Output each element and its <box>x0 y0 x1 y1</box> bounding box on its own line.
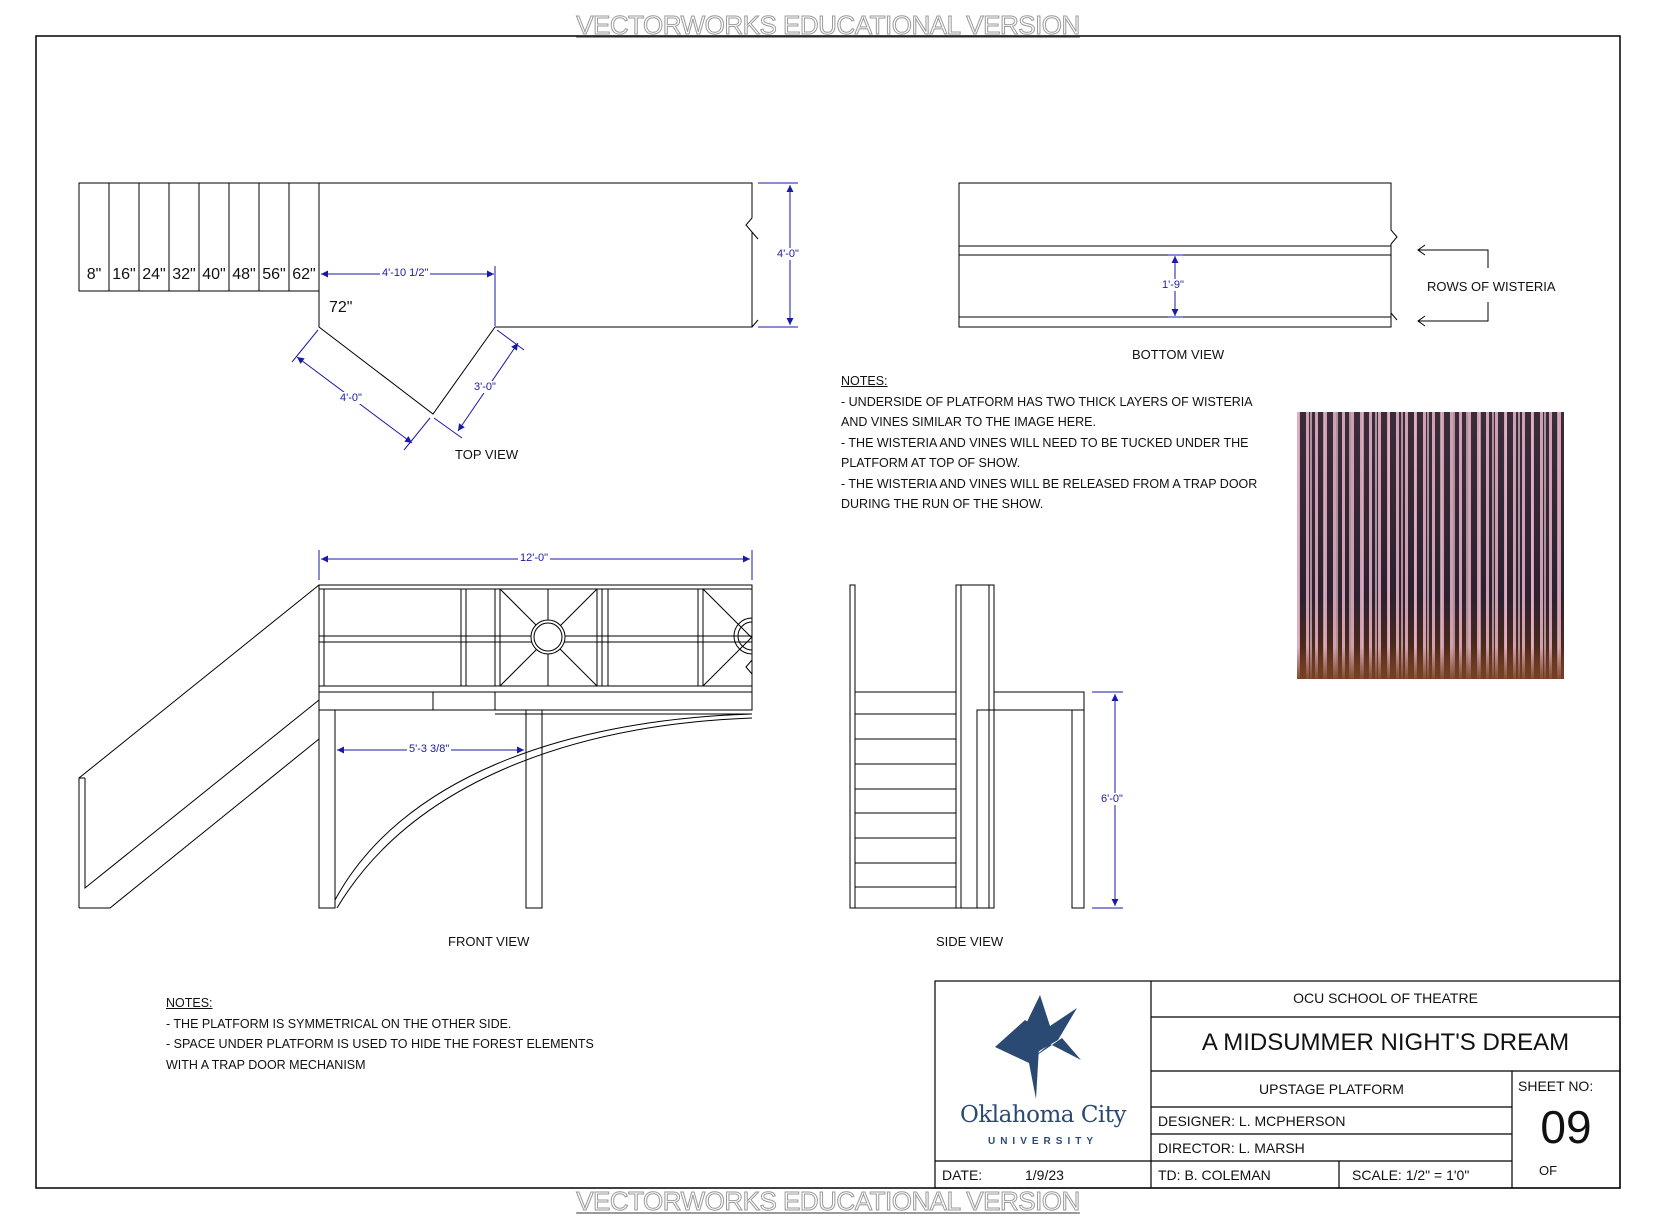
technical-director: TD: B. COLEMAN <box>1158 1167 1271 1183</box>
logo-subtext: UNIVERSITY <box>987 1136 1098 1147</box>
bottom-view-title: BOTTOM VIEW <box>1132 347 1225 362</box>
note-line: - THE WISTERIA AND VINES WILL BE RELEASED FROM A TRAP DOOR <box>841 476 1258 491</box>
note-line: - THE WISTERIA AND VINES WILL NEED TO BE TUCKED UNDER THE <box>841 435 1249 450</box>
wisteria-reference-image <box>1297 412 1564 679</box>
date-label: DATE: <box>942 1167 983 1183</box>
step-height-label: 8" <box>86 266 102 283</box>
note-line: AND VINES SIMILAR TO THE IMAGE HERE. <box>841 415 1096 429</box>
top-view-drawing <box>79 183 758 414</box>
notes-right <box>841 371 1257 515</box>
step-height-label: 40" <box>202 266 226 283</box>
side-view-title: SIDE VIEW <box>936 934 1004 949</box>
side-view-drawing <box>850 585 1084 908</box>
note-line: - UNDERSIDE OF PLATFORM HAS TWO THICK LAYERS OF WISTERIA <box>841 394 1253 409</box>
logo-wordmark: Oklahoma City <box>959 1102 1127 1128</box>
notes-left <box>166 993 594 1075</box>
scale: SCALE: 1/2" = 1'0" <box>1352 1167 1470 1183</box>
sheet-number: 09 <box>1540 1101 1592 1153</box>
piece-name: UPSTAGE PLATFORM <box>1259 1081 1404 1097</box>
step-height-label: 32" <box>172 266 196 283</box>
designer: DESIGNER: L. MCPHERSON <box>1158 1113 1346 1129</box>
school-name: OCU SCHOOL OF THEATRE <box>1293 990 1478 1006</box>
watermark-top: VECTORWORKS EDUCATIONAL VERSION <box>576 10 1080 40</box>
note-line: WITH A TRAP DOOR MECHANISM <box>166 1057 366 1072</box>
dim-rows-label: 1'-9" <box>1162 279 1184 291</box>
star-logo-icon <box>995 995 1081 1099</box>
platform-top-outline <box>319 183 752 414</box>
watermark-bottom: VECTORWORKS EDUCATIONAL VERSION <box>576 1186 1080 1216</box>
step-height-label: 24" <box>142 266 166 283</box>
step-height-label: 56" <box>262 266 286 283</box>
rows-of-wisteria-label: ROWS OF WISTERIA <box>1427 279 1556 294</box>
dim-span-label: 5'-3 3/8" <box>409 743 450 755</box>
note-line: - THE PLATFORM IS SYMMETRICAL ON THE OTHER SIDE. <box>166 1016 512 1031</box>
top-view-title: TOP VIEW <box>455 447 519 462</box>
front-view-title: FRONT VIEW <box>448 934 530 949</box>
dim-angled-short-label: 3'-0" <box>474 381 496 393</box>
dim-depth-label: 4'-0" <box>777 248 799 260</box>
note-line: PLATFORM AT TOP OF SHOW. <box>841 456 1021 470</box>
dim-width-label: 12'-0" <box>520 552 549 564</box>
sheet-no-label: SHEET NO: <box>1518 1078 1594 1094</box>
landing-height-label: 72" <box>329 299 353 316</box>
notes-heading: NOTES: <box>166 996 213 1010</box>
show-title: A MIDSUMMER NIGHT'S DREAM <box>1201 1029 1570 1056</box>
date-value: 1/9/23 <box>1025 1167 1064 1183</box>
dim-angled-long-label: 4'-0" <box>340 392 362 404</box>
of-label: OF <box>1539 1163 1558 1178</box>
director: DIRECTOR: L. MARSH <box>1158 1140 1305 1156</box>
notes-heading: NOTES: <box>841 374 888 388</box>
step-height-label: 16" <box>112 266 136 283</box>
note-line: - SPACE UNDER PLATFORM IS USED TO HIDE THE FOREST ELEMENTS <box>166 1037 594 1051</box>
note-line: DURING THE RUN OF THE SHOW. <box>841 497 1044 511</box>
dim-offset-label: 4'-10 1/2" <box>382 267 429 279</box>
step-height-label: 48" <box>232 266 256 283</box>
dim-height-label: 6'-0" <box>1101 793 1123 805</box>
top-view-dimensions <box>292 183 798 450</box>
step-height-label: 62" <box>292 266 316 283</box>
